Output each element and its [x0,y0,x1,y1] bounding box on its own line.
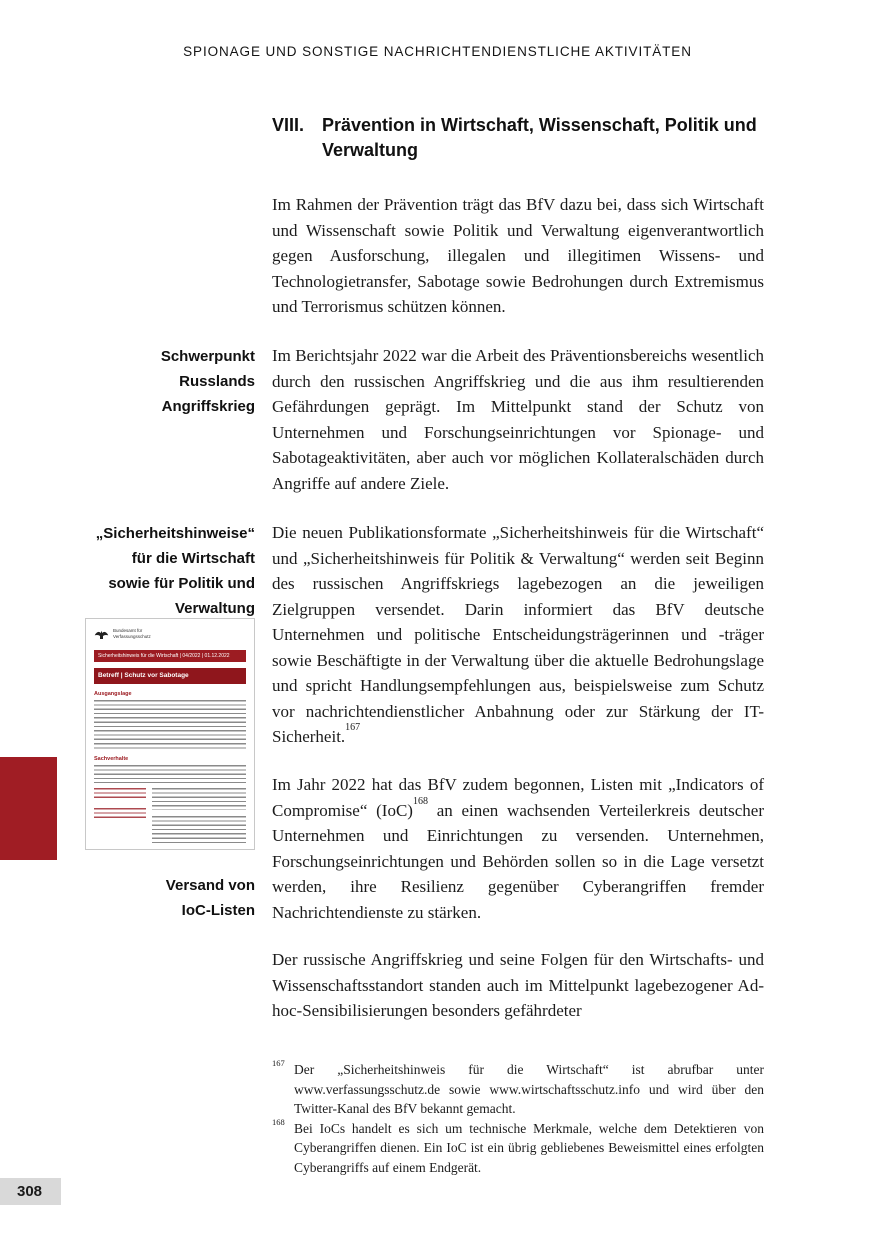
paragraph-sicherheitshinweise: Die neuen Publikationsformate „Sicherheitshinweis für die Wirtschaft“ und „Sicherheitshinweis für Politik & Verwaltung“ werden seit Beginn des russischen Angriffskriegs lagebezogen an die jeweiligen Zielgruppen versendet. Darin informiert das BfV deutsche Unternehmen und politische Entscheidungsträgerinnen und -träger sowie Beschäftigte in der Verwaltung über die aktuelle Bedrohungslage und spricht Handlungsempfehlungen aus, beispielsweise zum Schutz vor nachrichtendienstlicher Anbahnung oder zur Stärkung der IT-Sicherheit.$^{167}$ [272,523,764,746]
page-number-bar [0,1178,61,1205]
thumbnail-red-keyword-placeholder [94,808,146,820]
chapter-marker-red-tab [0,757,57,860]
margin-note-versand-von-ioc-listen: Versand von IoC-Listen [165,877,255,919]
footnote-text: Der „Sicherheitshinweis für die Wirtschaft“ ist abrufbar unter www.verfassungsschutz.de sowie www.wirtschaftsschutz.info und wird über den Twitter-Kanal des BfV bekannt gemacht. [294,1062,764,1116]
bfv-logo-text [113,628,151,640]
section-title: Prävention in Wirtschaft, Wissenschaft, Politik und Verwaltung [322,115,757,160]
bundesadler-icon [94,628,109,641]
section-heading [272,113,764,163]
thumbnail-section-heading-ausgangslage: Ausgangslage [94,691,132,697]
publication-thumbnail [85,618,255,850]
thumbnail-bottom-text [152,788,246,846]
footnotes-block [272,1060,764,1177]
thumbnail-subject-band: Betreff | Schutz vor Sabotage [94,668,246,684]
running-header: SPIONAGE UND SONSTIGE NACHRICHTENDIENSTLICHE AKTIVITÄTEN [183,44,692,59]
bfv-logo [94,626,246,642]
paragraph-ioc-listen: Im Jahr 2022 hat das BfV zudem begonnen, Listen mit „Indicators of Compromise“ (IoC)$^{168}$ an einen wachsenden Verteilerkreis deutscher Unternehmen und Einrichtungen zu versenden. Unternehmen, Forschungseinrichtungen und Behörden sollen so in die Lage versetzt werden, ihre Resilienz gegenüber Cyberangriffen fremder Nachrichtendienste zu stärken. [272,775,764,922]
thumbnail-margin-keywords [94,788,146,846]
margin-note-schwerpunkt-russlands-angriffskrieg: Schwerpunkt Russlands Angriffskrieg [160,348,255,415]
thumbnail-body-text-placeholder [152,816,246,846]
margin-note-sicherheitshinweise: „Sicherheitshinweise“ für die Wirtschaft sowie für Politik und Verwaltung [95,525,255,617]
footnote-number: 167 [272,1058,285,1068]
thumbnail-body-text-placeholder [94,700,246,749]
footnote-167 [272,1060,764,1119]
thumbnail-section-heading-sachverhalte: Sachverhalte [94,756,129,762]
bfv-logo-line2: Verfassungsschutz [113,634,151,639]
paragraph-schwerpunkt: Im Berichtsjahr 2022 war die Arbeit des Präventionsbereichs wesentlich durch den russischen Angriffskrieg und die aus ihm resultierenden Gefährdungen geprägt. Im Mittelpunkt stand der Schutz von Unternehmen und Forschungseinrichtungen vor Spionage- und Sabotageaktivitäten, aber auch vor möglichen Kollateralschäden durch Angriffe auf andere Ziele. [272,346,764,493]
paragraph-intro: Im Rahmen der Prävention trägt das BfV dazu bei, dass sich Wirtschaft und Wissenschaft sowie Politik und Verwaltung eigenverantwortlich gegen Ausforschung, illegalen und illegitimen Wissens- und Technologietransfer, Sabotage sowie Bedrohungen durch Extremismus und Terrorismus schützen können. [272,195,764,316]
footnote-text: Bei IoCs handelt es sich um technische Merkmale, welche dem Detektieren von Cyberangriffen dienen. Ein IoC ist ein übrig gebliebenes Beweismittel eines erfolgten Cyberangriffs auf einem Endgerät. [294,1120,764,1175]
bfv-logo-line1: Bundesamt für [113,628,143,633]
thumbnail-body-text-placeholder [152,788,246,810]
thumbnail-bottom-columns [94,788,246,846]
page-number: 308 [17,1183,43,1200]
footnote-number: 168 [272,1116,285,1127]
thumbnail-header-band: Sicherheitshinweis für die Wirtschaft | 04/2022 | 01.12.2022 [94,650,246,662]
paragraph-adhoc: Der russische Angriffskrieg und seine Folgen für den Wirtschafts- und Wissenschaftsstandort standen auch im Mittelpunkt lagebezogener Ad-hoc-Sensibilisierungen besonders gefährdeter [272,950,764,1020]
section-number: VIII. [272,115,305,135]
thumbnail-body-text-placeholder [94,765,246,783]
footnote-168 [272,1116,764,1178]
thumbnail-red-keyword-placeholder [94,788,146,800]
